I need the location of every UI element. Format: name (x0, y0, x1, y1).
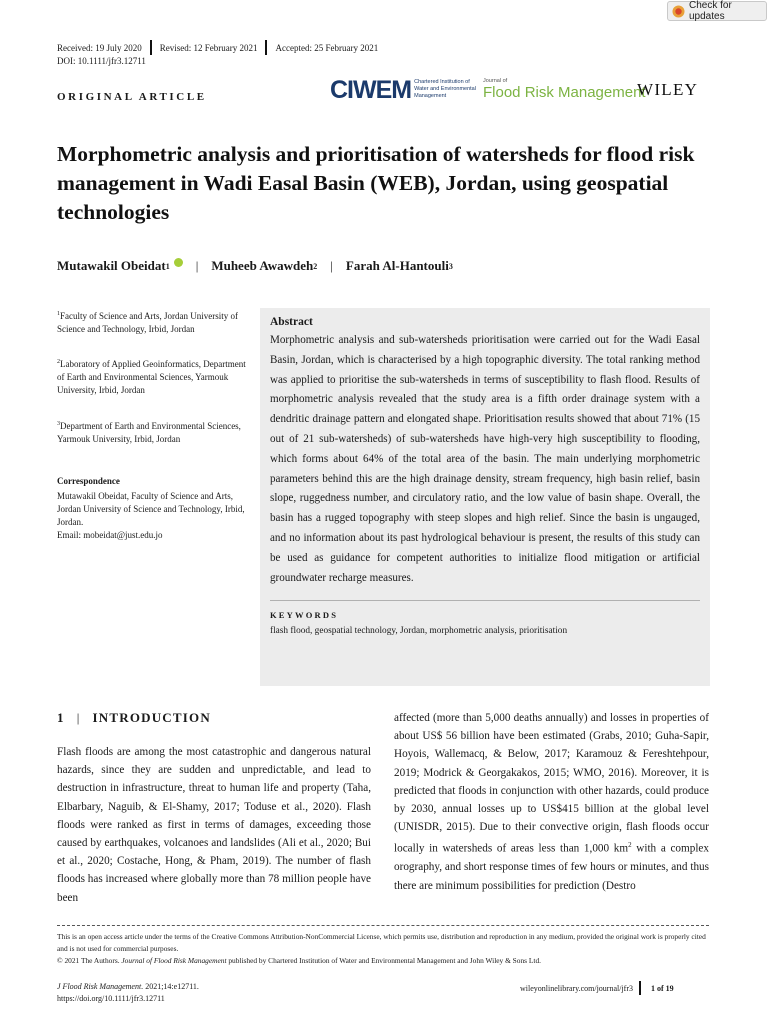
author-separator: | (330, 258, 333, 273)
author-sup: 3 (448, 261, 453, 271)
journal-site-link[interactable]: wileyonlinelibrary.com/journal/jfr3 (520, 983, 634, 993)
affiliation-sup: 1 (57, 311, 60, 317)
keywords: flash flood, geospatial technology, Jordan, morphometric analysis, prioritisation (270, 626, 568, 637)
abstract-heading: Abstract (270, 316, 313, 328)
correspondence-text: Mutawakil Obeidat, Faculty of Science and Arts, Jordan University of Science and Technology, Irbid, Jordan. (57, 491, 245, 527)
orcid-icon[interactable] (174, 258, 183, 267)
abstract-box (260, 308, 710, 686)
author-name[interactable]: Muheeb Awawdeh (211, 258, 314, 273)
correspondence-email[interactable]: Email: mobeidat@just.edu.jo (57, 530, 163, 540)
revised-date: Revised: 12 February 2021 (159, 42, 258, 53)
affiliation-text: Faculty of Science and Arts, Jordan University of Science and Technology, Irbid, Jordan (57, 311, 238, 334)
copyright-pre: © 2021 The Authors. (57, 955, 122, 965)
keywords-heading: KEYWORDS (270, 610, 339, 621)
section-separator: | (76, 710, 81, 725)
divider (150, 40, 152, 55)
author-sup: 2 (313, 261, 318, 271)
affiliation-text: Department of Earth and Environmental Sciences, Yarmouk University, Irbid, Jordan (57, 421, 241, 444)
correspondence-heading: Correspondence (57, 476, 120, 486)
ciwem-logo-text: CIWEM (330, 76, 412, 104)
citation-journal: J Flood Risk Management. (57, 982, 144, 991)
footer-doi-link[interactable]: https://doi.org/10.1111/jfr3.12711 (57, 994, 165, 1003)
copyright-post: published by Chartered Institution of Water and Environmental Management and John Wiley & Sons Ltd. (226, 955, 542, 965)
superscript: 2 (628, 841, 632, 850)
wiley-logo: WILEY (637, 80, 699, 99)
received-date: Received: 19 July 2020 (57, 42, 142, 53)
article-type: ORIGINAL ARTICLE (57, 91, 207, 103)
correspondence (57, 490, 247, 542)
article-dates (57, 40, 378, 55)
accepted-date: Accepted: 25 February 2021 (275, 42, 379, 53)
footer-right (520, 981, 674, 995)
author-sup: 1 (165, 261, 170, 271)
author-list (57, 258, 453, 274)
footer-citation (57, 981, 199, 1005)
check-for-updates-button[interactable] (667, 1, 767, 21)
journal-of-label: Journal of (483, 78, 508, 84)
divider (270, 600, 700, 601)
page-number: 1 of 19 (651, 983, 674, 993)
article-title: Morphometric analysis and prioritisation of watersheds for flood risk management in Wadi Easal Basin (WEB), Jordan, using geospatial technologies (57, 142, 695, 224)
section-heading (57, 710, 211, 726)
affiliation (57, 356, 247, 397)
abstract-body: Morphometric analysis and sub-watersheds prioritisation were carried out for the Wadi Easal Basin, Jordan, which is characterised by a high topographic diversity. The total ranking method was applied to prioritise the sub-watersheds in terms of susceptibility to flash flood. Results of morphometric analysis revealed that the study area is a fifth order drainage system with a dendritic drainage pattern and elongated shape. Prioritisation results showed that about 71% (15 out of 21 sub-watersheds) of sub-watersheds have high-very high susceptibility to flooding, which forms about 64% of the total area of the basin. The main underlying morphometric parameters behind this are the high drainage density, stream frequency, high basin relief, basin slope, ruggedness number, and circulatory ratio, and the low value of basin shape. Overall, the basin has a rugged topography with steep slopes and high relief. Since the basin is ungauged, and no information about its past hydrological behaviour is present, the results of this study can be used as guidance for competent authorities to initialize flood mitigation or artificial groundwater recharge measures. (270, 334, 700, 584)
intro-text: affected (more than 5,000 deaths annually) and losses in properties of about US$ 56 billion have been estimated (Grabs, 2010; Guha-Sapir, Hoyois, Wallemacq, & Below, 2017; Karamouz & Fereshtehpour, 2019; Modrick & Georgakakos, 2015; WMO, 2016). Moreover, it is predicted that floods in conjunction with other hazards, could produce by 2030, annual losses up to US$415 billion at the global level (UNISDR, 2015). Due to their convective origin, flash floods occur locally in watersheds of areas less than 1,000 km (394, 712, 709, 856)
license-footnote (57, 931, 712, 966)
journal-logo-name: Flood Risk Management (483, 84, 646, 101)
journal-logo (483, 78, 646, 101)
divider (265, 40, 267, 55)
intro-paragraph-left: Flash floods are among the most catastrophic and dangerous natural hazards, since they are sudden and unpredictable, and lead to destruction in infrastructure, threat to human life and property (Taha, Elbarbary, Naguib, & El-Shamy, 2017; Toduse et al., 2020). Flash floods were ranked as first in terms of damages, exceeding those caused by earthquakes, volcanoes and landslides (Ali et al., 2020; Bui et al., 2020; Costache, Hong, & Pham, 2019). The number of flash floods has increased where globally more than 78 million people have been (57, 746, 371, 904)
affiliation-sup: 2 (57, 359, 60, 365)
license-text: This is an open access article under the terms of the Creative Commons Attribution-NonCommercial License, which permits use, distribution and reproduction in any medium, provided the original work is properly cited and is not used for commercial purposes. (57, 932, 706, 953)
author-name[interactable]: Mutawakil Obeidat (57, 258, 166, 273)
author-name[interactable]: Farah Al-Hantouli (345, 258, 449, 273)
citation-details: 2021;14:e12711. (143, 982, 199, 991)
footnote-divider (57, 925, 709, 926)
intro-paragraph-right (394, 709, 709, 895)
affiliation-sup: 3 (57, 421, 60, 427)
doi[interactable]: DOI: 10.1111/jfr3.12711 (57, 56, 146, 66)
affiliation-text: Laboratory of Applied Geoinformatics, Department of Earth and Environmental Sciences, Yarmouk University, Irbid, Jordan (57, 359, 246, 395)
author-separator: | (195, 258, 199, 273)
check-for-updates-icon (672, 5, 685, 18)
section-title: INTRODUCTION (92, 710, 211, 725)
intro-text: with a complex orography, and short response times of few hours or minutes, and thus there are minimum possibilities for prediction (Destro (394, 843, 709, 892)
affiliation (57, 308, 247, 336)
ciwem-logo-subtitle: Chartered Institution of Water and Environmental Management (414, 79, 476, 99)
affiliation (57, 418, 247, 446)
ciwem-logo (330, 76, 484, 104)
section-number: 1 (57, 710, 65, 725)
divider (639, 981, 641, 995)
check-for-updates-label: Check for updates (689, 0, 732, 22)
copyright-line (57, 955, 712, 967)
copyright-journal: Journal of Flood Risk Management (121, 955, 227, 965)
